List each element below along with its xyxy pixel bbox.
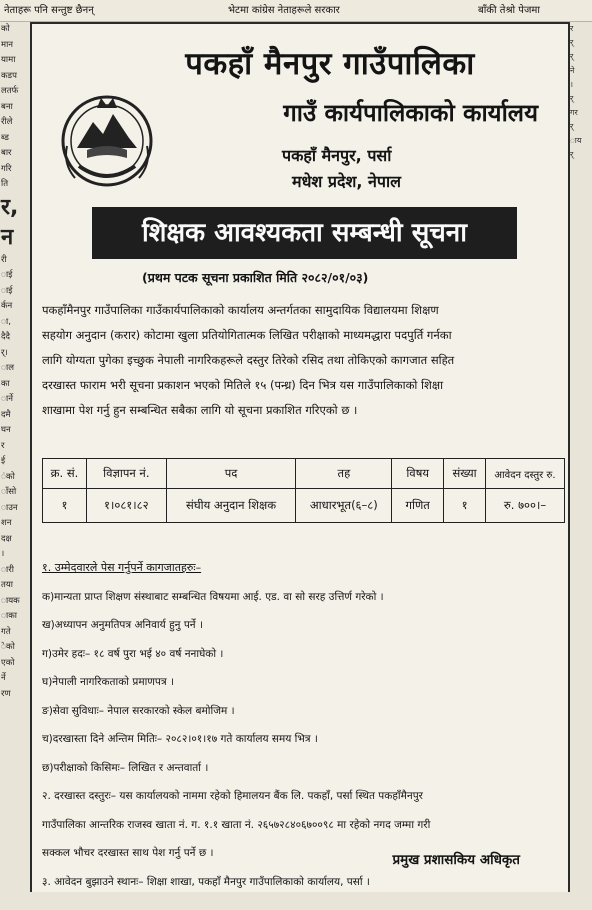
column-fragment: ाका: [1, 611, 17, 621]
office-name: गाउँ कार्यपालिकाको कार्यालय: [283, 99, 538, 127]
requirement-item: क)मान्यता प्राप्त शिक्षण संस्थाबाट सम्बन्धित विषयमा आई. एड. वा सो सरह उत्तिर्ण गरेको ।: [42, 590, 384, 603]
column-fragment: र: [1, 440, 5, 451]
column-fragment: र,: [1, 194, 19, 220]
column-fragment: ाल: [1, 363, 15, 373]
column-fragment: ा,: [1, 316, 11, 327]
column-fragment: र्: [570, 122, 574, 131]
fee-line: सक्कल भौचर दरखास्त साथ पेश गर्नु पर्ने छ ।: [42, 847, 214, 859]
requirement-item: च)दरखास्ता दिने अन्तिम मितिः– २०८२।०१।१७ गते कार्यालय समय भित्र ।: [42, 733, 318, 745]
body-line: शाखामा पेश गर्नु हुन सम्बन्धित सबैका लागि यो सूचना प्रकाशित गरिएको छ ।: [42, 403, 358, 417]
column-fragment: न: [1, 224, 14, 250]
cell-level: आधारभूत(६–८): [296, 489, 392, 523]
cell-subject: गणित: [392, 489, 444, 523]
column-fragment: ाउन: [1, 502, 18, 513]
cell-post: संघीय अनुदान शिक्षक: [166, 489, 296, 523]
column-fragment: बना: [1, 101, 13, 112]
column-fragment: गर: [570, 108, 578, 117]
column-fragment: र्: [570, 52, 574, 61]
address-line-1: पकहाँ मैनपुर, पर्सा: [282, 146, 392, 165]
requirement-item: छ)परीक्षाको किसिमः– लिखित र अन्तवार्ता ।: [42, 761, 209, 774]
column-fragment: ंको: [1, 471, 15, 482]
table-row: [43, 489, 565, 523]
column-fragment: ाई: [1, 285, 13, 296]
newspaper-top-strip: [0, 0, 592, 22]
publication-date: (प्रथम पटक सूचना प्रकाशित मिति २०८२/०१/०३): [142, 270, 369, 285]
column-fragment: र्: [570, 38, 574, 47]
column-fragment: का: [1, 378, 10, 389]
column-fragment: दमै: [1, 409, 11, 420]
column-fragment: र्।: [1, 347, 8, 358]
col-header-post: पद: [166, 459, 296, 489]
column-fragment: शन: [1, 518, 12, 528]
column-fragment: गते: [1, 626, 11, 637]
requirement-item: ग)उमेर हदः– १८ वर्ष पुरा भई ४० वर्ष ननाघेको ।: [42, 647, 224, 660]
requirement-item: ख)अध्यापन अनुमतिपत्र अनिवार्य हुनु पर्ने ।: [42, 619, 203, 631]
body-line: दरखास्त फाराम भरी सूचना प्रकाशन भएको मितिले १५ (पन्ध्र) दिन भित्र यस गाउँपालिकाको शिक्षा: [42, 378, 444, 392]
adjacent-column-left: [0, 22, 24, 910]
column-fragment: दैदै: [1, 332, 11, 342]
col-header-subject: विषय: [392, 459, 444, 489]
column-fragment: यामा: [1, 55, 16, 65]
fee-line: २. दरखास्त दस्तुरः– यस कार्यालयको नाममा रहेको हिमालयन बैंक लि. पकहाँ, पर्सा स्थित पकहाँमैनपुर: [42, 790, 423, 802]
column-fragment: कडप: [1, 70, 17, 81]
requirement-item: ङ)सेवा सुविधाः– नेपाल सरकारको स्केल बमोजिम ।: [42, 704, 235, 717]
column-fragment: ति: [1, 179, 9, 189]
address-line-2: मधेश प्रदेश, नेपाल: [292, 172, 401, 191]
column-fragment: दक्ष: [1, 533, 12, 544]
column-fragment: र्कन: [1, 301, 13, 311]
requirement-item: घ)नेपाली नागरिकताको प्रमाणपत्र ।: [42, 676, 174, 688]
column-fragment: रण: [1, 688, 11, 699]
fee-line: गाउँपालिका आन्तरिक राजस्व खाता नं. ग. १.१ खाता नं. २६५७२८४०६७००९८ मा रहेको नगद जम्मा गरी: [42, 818, 431, 831]
column-fragment: री: [1, 254, 7, 265]
column-fragment: र्: [570, 150, 574, 159]
column-fragment: र्ने: [1, 673, 6, 683]
cell-serial: १: [43, 489, 87, 523]
column-fragment: ने: [570, 66, 575, 75]
col-header-serial: क्र. सं.: [43, 459, 87, 489]
column-fragment: बार: [1, 148, 12, 158]
column-fragment: तया: [1, 580, 13, 590]
body-line: लागि योग्यता पुगेका इच्छुक नेपाली नागरिकहरूले दस्तुर तिरेको रसिद तथा तोकिएको कागजात सहित: [42, 353, 455, 367]
col-header-count: संख्या: [444, 459, 486, 489]
column-fragment: गरि: [1, 163, 12, 174]
col-header-fee: आवेदन दस्तुर रु.: [486, 459, 565, 489]
column-fragment: रीले: [1, 117, 13, 127]
cell-count: १: [444, 489, 486, 523]
cell-advert-no: १।०८१।८२: [86, 489, 166, 523]
column-fragment: ाँसो: [1, 487, 17, 497]
column-fragment: घन: [1, 425, 11, 435]
strip-headline-left: नेताहरू पनि सन्तुष्ट छैनन्: [4, 5, 94, 16]
column-fragment: मान: [1, 39, 14, 50]
column-fragment: ारी: [1, 564, 14, 575]
column-fragment: ार्ने: [1, 394, 13, 404]
strip-continued-note: बाँकी तेश्रो पेजमा: [478, 5, 540, 16]
notice-box: [30, 22, 570, 892]
requirements-section: [42, 554, 567, 896]
column-fragment: ब्ड: [1, 132, 9, 143]
table-header-row: [43, 459, 565, 489]
body-line: पकहाँमैनपुर गाउँपालिका गाउँकार्यपालिकाको कार्यालय अन्तर्गतका सामुदायिक विद्यालयमा शिक्षण: [42, 303, 439, 317]
application-place: ३. आवेदन बुझाउने स्थानः– शिक्षा शाखा, पकहाँ मैनपुर गाउँपालिकाको कार्यालय, पर्सा ।: [42, 875, 370, 888]
column-fragment: र: [570, 24, 574, 33]
strip-headline-mid: भेटमा कांग्रेस नेताहरूले सरकार: [228, 5, 340, 16]
column-fragment: ई: [1, 456, 6, 466]
column-fragment: लतर्फ: [1, 86, 19, 96]
vacancy-table: [42, 458, 565, 523]
notice-body: [42, 298, 564, 423]
column-fragment: र्: [570, 94, 574, 103]
notice-title-banner: शिक्षक आवश्यकता सम्बन्धी सूचना: [92, 207, 517, 259]
municipality-name: पकहाँ मैनपुर गाउँपालिका: [185, 46, 475, 82]
column-fragment: ाय: [570, 136, 582, 145]
column-fragment: ।: [1, 549, 5, 559]
column-fragment: ाई: [1, 270, 13, 280]
nepal-emblem-icon: [57, 86, 157, 196]
adjacent-column-right: [570, 22, 592, 272]
requirements-heading: १. उम्मेदवारले पेस गर्नुपर्ने कागजातहरुः–: [42, 561, 202, 574]
column-fragment: ायक: [1, 595, 20, 606]
cell-fee: रु. ७००।–: [486, 489, 565, 523]
body-line: सहयोग अनुदान (करार) कोटामा खुला प्रतियोगितात्मक लिखित परीक्षाको माध्यमद्धारा पदपुर्ति गर्नका: [42, 328, 452, 342]
signatory-title: प्रमुख प्रशासकिय अधिकृत: [392, 852, 520, 868]
column-fragment: ।: [570, 80, 574, 89]
col-header-level: तह: [296, 459, 392, 489]
column-fragment: ेको: [1, 642, 15, 652]
col-header-advert-no: विज्ञापन नं.: [86, 459, 166, 489]
column-fragment: एको: [1, 657, 15, 668]
column-fragment: को: [1, 24, 10, 34]
